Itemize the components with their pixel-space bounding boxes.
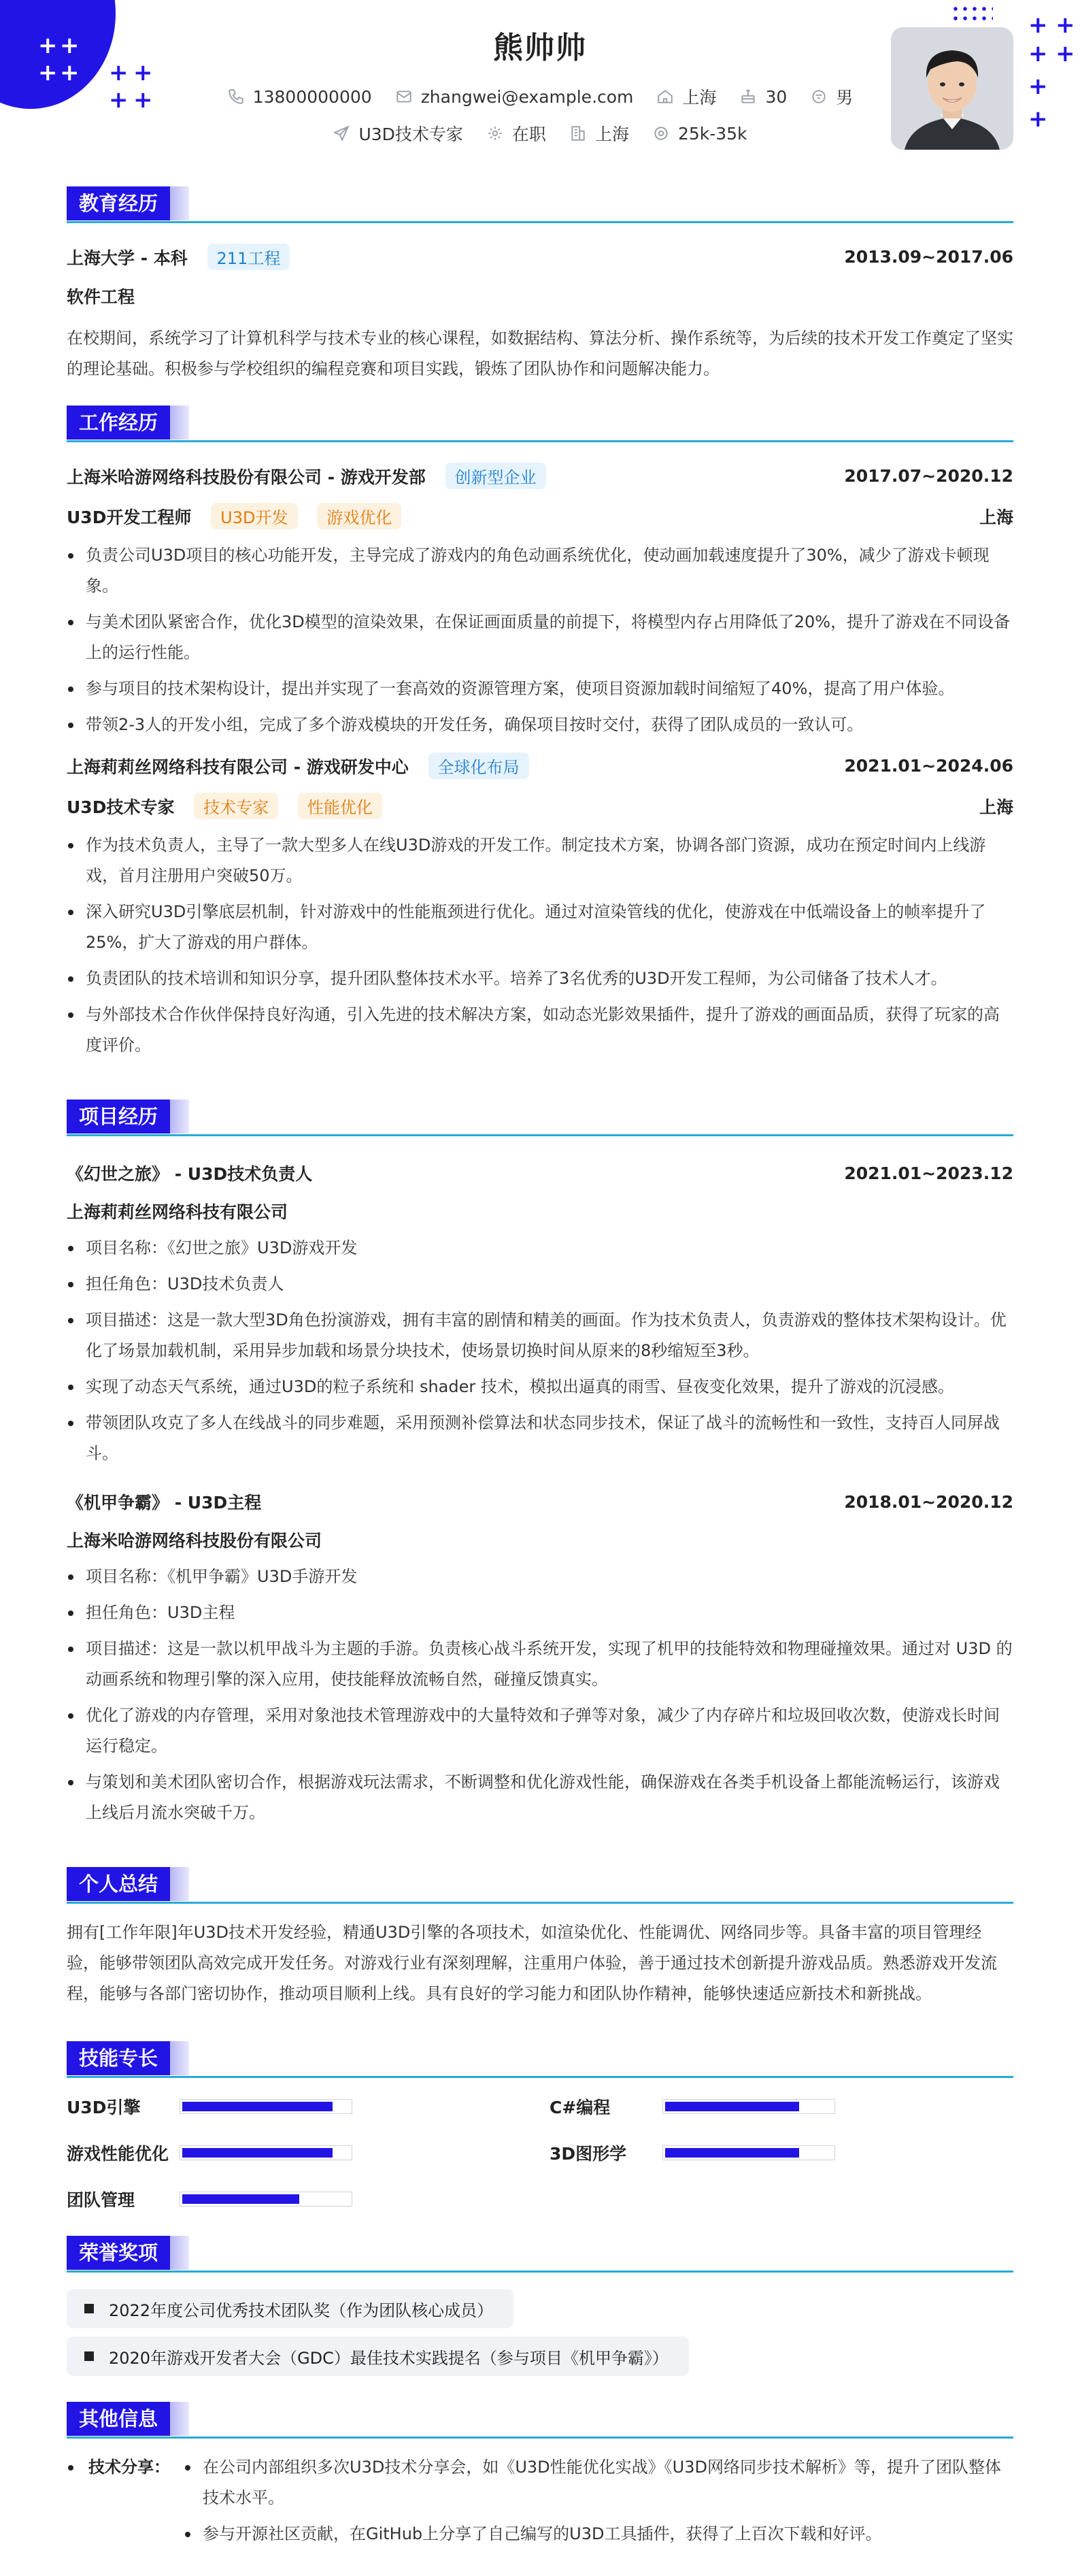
age-text: 30 (765, 86, 788, 107)
bullet-square-icon (84, 2304, 94, 2313)
summary-text: 拥有[工作年限]年U3D技术开发经验，精通U3D引擎的各项技术，如渲染优化、性能调优、网络同步等。具备丰富的项目管理经验，能够带领团队高效完成开发任务。对游戏行业有深刻理解，注重用户体验，善于通过技术创新提升游戏品质。熟悉游戏开发流程，能够与各部门密切协作，推动项目顺利上线。具有良好的学习能力和团队协作精神，能够快速适应新技术和新挑战。 (67, 1923, 997, 2003)
skill-item (67, 2094, 352, 2119)
gender-icon (810, 88, 828, 105)
plus-icon: + (60, 59, 80, 86)
education-date: 2013.09~2017.06 (844, 247, 1013, 267)
work-city-item (569, 121, 629, 146)
gender-text: 男 (836, 88, 854, 108)
skill-item (67, 2187, 352, 2211)
status-item (486, 121, 546, 146)
skill-bar (180, 2145, 352, 2160)
plus-icon: + (1028, 12, 1048, 39)
building-icon (569, 125, 587, 142)
job-duty-list (67, 830, 1013, 1061)
plus-icon: + (1028, 105, 1048, 133)
list-item: 参与项目的技术架构设计，提出并实现了一套高效的资源管理方案，使项目资源加载时间缩短了40%，提高了用户体验。 (67, 674, 1013, 704)
plus-icon: + (1056, 12, 1075, 39)
list-item: 与外部技术合作伙伴保持良好沟通，引入先进的技术解决方案，如动态光影效果插件，提升了游戏的画面品质，获得了玩家的高度评价。 (67, 1000, 1013, 1061)
plus-icon: + (133, 59, 153, 86)
project-detail-list (67, 1562, 1013, 1828)
phone-text: 13800000000 (252, 86, 372, 107)
section-header (67, 186, 1013, 220)
role-tag: 游戏优化 (317, 503, 401, 529)
projects-section (67, 1100, 1013, 1834)
bullet-dot-icon (68, 2465, 73, 2471)
section-title: 个人总结 (67, 1867, 170, 1901)
job-role-row (67, 503, 1013, 529)
education-header-row (67, 244, 1013, 270)
coin-icon (652, 125, 670, 142)
role-tag: 技术专家 (194, 793, 278, 819)
company-tag: 创新型企业 (445, 463, 546, 489)
list-item: 作为技术负责人，主导了一款大型多人在线U3D游戏的开发工作。制定技术方案，协调各部门资源，成功在预定时间内上线游戏，首月注册用户突破50万。 (67, 830, 1013, 891)
plus-icon: + (1056, 40, 1075, 67)
job-date: 2021.01~2024.06 (844, 756, 1013, 776)
project-name: 《机甲争霸》 - U3D主程 (67, 1493, 262, 1513)
mail-icon (395, 88, 413, 105)
work-section (67, 406, 1013, 1066)
list-item: 带领2-3人的开发小组，完成了多个游戏模块的开发任务，确保项目按时交付，获得了团队成员的一致认可。 (67, 710, 1013, 740)
skill-fill (665, 2102, 799, 2111)
other-info-block (67, 2452, 1013, 2549)
section-header (67, 2041, 1013, 2075)
section-header (67, 406, 1013, 440)
award-item (67, 2336, 689, 2376)
gender-item (810, 84, 853, 109)
project-detail-list (67, 1233, 1013, 1469)
other-info-list (184, 2452, 1013, 2549)
project-header-row (67, 1489, 1013, 1514)
list-item: 深入研究U3D引擎底层机制，针对游戏中的性能瓶颈进行优化。通过对渲染管线的优化，使游戏在中低端设备上的帧率提升了25%，扩大了游戏的用户群体。 (67, 897, 1013, 958)
plus-icon: + (1028, 73, 1048, 100)
email-text: zhangwei@example.com (420, 86, 634, 107)
section-title: 教育经历 (67, 186, 170, 220)
plus-icon: + (38, 59, 58, 86)
skill-item (550, 2094, 835, 2119)
section-title: 项目经历 (67, 1100, 170, 1134)
list-item: 项目描述：这是一款大型3D角色扮演游戏，拥有丰富的剧情和精美的画面。作为技术负责人，负责游戏的整体技术架构设计。优化了场景加载机制，采用异步加载和场景分块技术，使场景切换时间从原来的8秒缩短至3秒。 (67, 1305, 1013, 1366)
skill-fill (182, 2194, 299, 2204)
work-city-text: 上海 (594, 125, 629, 144)
skill-name: U3D引擎 (67, 2098, 141, 2117)
plus-icon: + (109, 59, 129, 86)
job-role: U3D技术专家 (67, 797, 175, 817)
salary-item (652, 124, 747, 144)
list-item: 与策划和美术团队密切合作，根据游戏玩法需求，不断调整和优化游戏性能，确保游戏在各类手机设备上都能流畅运行，该游戏上线后月流水突破千万。 (67, 1767, 1013, 1828)
education-description: 在校期间，系统学习了计算机科学与技术专业的核心课程，如数据结构、算法分析、操作系统等，为后续的技术开发工作奠定了坚实的理论基础。积极参与学校组织的编程竞赛和项目实践，锻炼了团队协作和问题解决能力。 (67, 329, 1013, 378)
phone-icon (227, 88, 245, 105)
plus-icon: + (133, 86, 153, 114)
award-text: 2022年度公司优秀技术团队奖（作为团队核心成员） (109, 2300, 494, 2320)
status-text: 在职 (511, 125, 546, 144)
salary-text: 25k-35k (677, 123, 747, 144)
skill-name: 3D图形学 (550, 2144, 627, 2164)
list-item: 实现了动态天气系统，通过U3D的粒子系统和 shader 技术，模拟出逼真的雨雪、昼夜变化效果，提升了游戏的沉浸感。 (67, 1372, 1013, 1402)
job-date: 2017.07~2020.12 (844, 466, 1013, 486)
location-text: 上海 (682, 88, 717, 108)
list-item: 与美术团队紧密合作，优化3D模型的渲染效果，在保证画面质量的前提下，将模型内存占用降低了20%，提升了游戏在不同设备上的运行性能。 (67, 607, 1013, 668)
section-header (67, 2402, 1013, 2436)
project-name: 《幻世之旅》 - U3D技术负责人 (67, 1164, 313, 1184)
section-title: 工作经历 (67, 406, 170, 440)
job-role-row (67, 793, 1013, 819)
skill-fill (665, 2148, 799, 2158)
plus-icon: + (109, 86, 129, 114)
job-duty-list (67, 540, 1013, 740)
section-divider (67, 221, 1013, 223)
award-text: 2020年游戏开发者大会（GDC）最佳技术实践提名（参与项目《机甲争霸》） (109, 2348, 669, 2368)
skill-name: 团队管理 (67, 2190, 135, 2210)
section-title: 其他信息 (67, 2402, 170, 2436)
skill-fill (182, 2148, 333, 2158)
skill-name: 游戏性能优化 (67, 2144, 169, 2164)
section-divider (67, 2437, 1013, 2439)
company-tag: 全球化布局 (428, 753, 529, 779)
home-icon (656, 88, 674, 105)
skill-bar (662, 2099, 835, 2114)
gear-icon (486, 125, 504, 142)
education-section (67, 186, 1013, 384)
summary-section (67, 1867, 1013, 2009)
job-city: 上海 (979, 797, 1013, 817)
list-item: 带领团队攻克了多人在线战斗的同步难题，采用预测补偿算法和状态同步技术，保证了战斗的流畅性和一致性，支持百人同屏战斗。 (67, 1408, 1013, 1469)
plus-icon: + (60, 32, 80, 59)
position-item (333, 121, 462, 146)
job-role: U3D开发工程师 (67, 508, 192, 527)
skill-item (67, 2141, 352, 2165)
send-icon (333, 125, 350, 142)
project-company: 上海米哈游网络科技股份有限公司 (67, 1531, 322, 1551)
candidate-name: 熊帅帅 (493, 31, 587, 65)
list-item: 优化了游戏的内存管理，采用对象池技术管理游戏中的大量特效和子弹等对象，减少了内存碎片和垃圾回收次数，使游戏长时间运行稳定。 (67, 1700, 1013, 1762)
section-divider (67, 2076, 1013, 2078)
dot-grid-decoration (951, 4, 993, 24)
section-title: 技能专长 (67, 2041, 170, 2075)
list-item: 参与开源社区贡献，在GitHub上分享了自己编写的U3D工具插件，获得了上百次下载和好评。 (184, 2519, 1013, 2549)
section-divider (67, 2270, 1013, 2273)
position-text: U3D技术专家 (358, 125, 463, 144)
cake-icon (739, 88, 757, 105)
major-name: 软件工程 (67, 287, 135, 307)
list-item: 负责公司U3D项目的核心功能开发，主导完成了游戏内的角色动画系统优化，使动画加载速度提升了30%，减少了游戏卡顿现象。 (67, 540, 1013, 601)
skill-fill (182, 2102, 333, 2111)
avatar (891, 27, 1013, 150)
role-tag: 性能优化 (298, 793, 382, 819)
section-header (67, 2236, 1013, 2270)
list-item: 项目名称：《机甲争霸》U3D手游开发 (67, 1562, 1013, 1592)
other-info-label: 技术分享： (88, 2458, 170, 2477)
skill-bar (662, 2145, 835, 2160)
section-title: 荣誉奖项 (67, 2236, 170, 2270)
project-date: 2018.01~2020.12 (844, 1491, 1013, 1512)
list-item: 在公司内部组织多次U3D技术分享会，如《U3D性能优化实战》《U3D网络同步技术解析》等，提升了团队整体技术水平。 (184, 2452, 1013, 2513)
school-tag: 211工程 (207, 244, 290, 270)
list-item: 项目描述：这是一款以机甲战斗为主题的手游。负责核心战斗系统开发，实现了机甲的技能特效和物理碰撞效果。通过对 U3D 的动画系统和物理引擎的深入应用，使技能释放流畅自然，碰撞反馈真实。 (67, 1634, 1013, 1695)
other-section (67, 2402, 1013, 2555)
list-item: 担任角色：U3D技术负责人 (67, 1269, 1013, 1300)
skill-item (550, 2141, 835, 2165)
project-company: 上海莉莉丝网络科技有限公司 (67, 1202, 288, 1222)
section-divider (67, 1134, 1013, 1136)
phone-item (227, 87, 372, 107)
school-name: 上海大学 - 本科 (67, 248, 188, 268)
section-header (67, 1100, 1013, 1134)
company-name: 上海米哈游网络科技股份有限公司 - 游戏开发部 (67, 467, 426, 487)
skill-name: C#编程 (550, 2098, 611, 2117)
job-header-row (67, 463, 1013, 489)
job-city: 上海 (979, 507, 1013, 527)
award-item (67, 2289, 513, 2328)
company-name: 上海莉莉丝网络科技有限公司 - 游戏研发中心 (67, 757, 409, 777)
list-item: 担任角色：U3D主程 (67, 1598, 1013, 1628)
skill-bar (180, 2099, 352, 2114)
section-divider (67, 1902, 1013, 1904)
location-item (656, 84, 716, 109)
project-date: 2021.01~2023.12 (844, 1163, 1013, 1183)
email-item (395, 87, 634, 107)
section-divider (67, 440, 1013, 442)
plus-icon: + (38, 32, 58, 59)
age-item (739, 87, 787, 107)
plus-icon: + (1028, 40, 1048, 67)
job-header-row (67, 753, 1013, 779)
project-header-row (67, 1161, 1013, 1185)
awards-section (67, 2236, 1013, 2372)
role-tag: U3D开发 (211, 503, 297, 529)
bullet-square-icon (84, 2351, 94, 2361)
list-item: 项目名称：《幻世之旅》U3D游戏开发 (67, 1233, 1013, 1264)
skill-bar (180, 2192, 352, 2207)
section-header (67, 1867, 1013, 1901)
skills-section (67, 2041, 1013, 2225)
list-item: 负责团队的技术培训和知识分享，提升团队整体技术水平。培养了3名优秀的U3D开发工程师，为公司储备了技术人才。 (67, 963, 1013, 994)
